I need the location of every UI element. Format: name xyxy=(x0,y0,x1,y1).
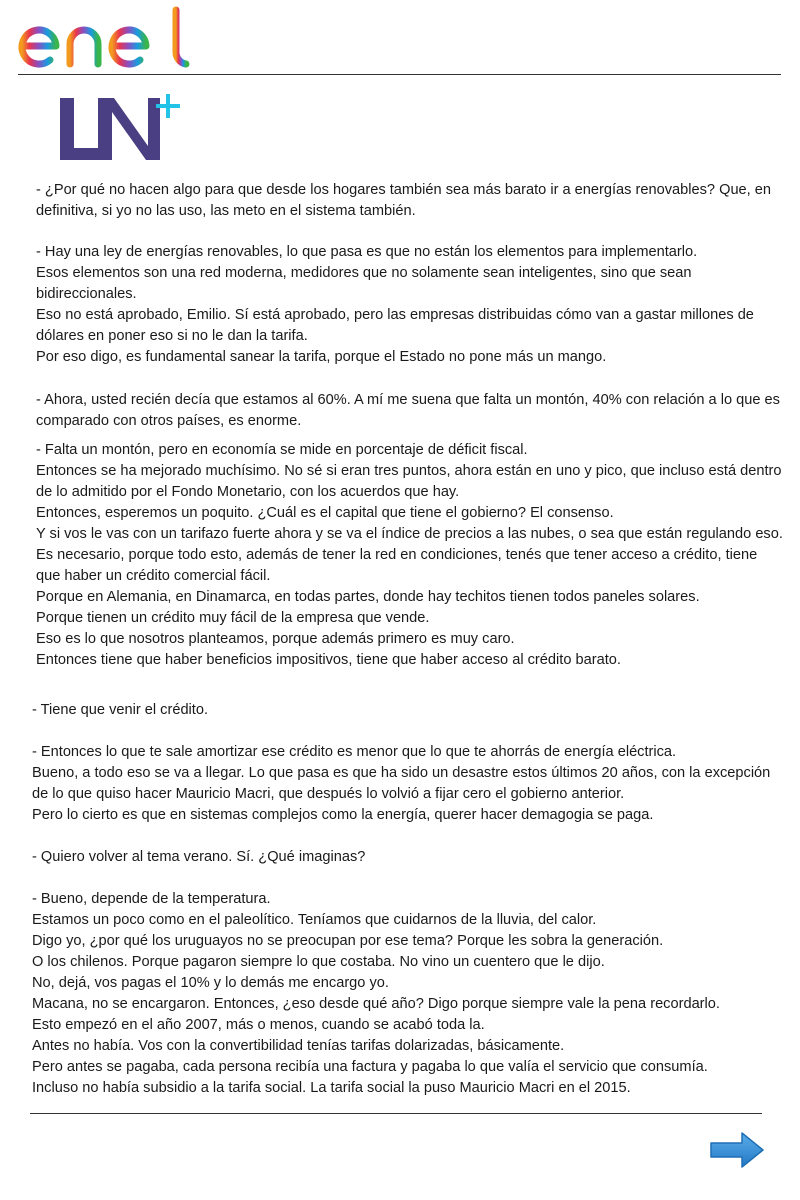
transcript-line: Incluso no había subsidio a la tarifa social. La tarifa social la puso Mauricio Macri en el 2015. xyxy=(32,1080,631,1096)
transcript-line: - Hay una ley de energías renovables, lo que pasa es que no están los elementos para implementarlo. xyxy=(36,244,698,260)
transcript-question-renewables xyxy=(36,180,784,222)
transcript-line: Porque en Alemania, en Dinamarca, en todas partes, donde hay techitos tienen todos paneles solares. xyxy=(36,589,700,605)
right-arrow-icon[interactable] xyxy=(708,1130,766,1170)
transcript-line: Entonces, esperemos un poquito. ¿Cuál es el capital que tiene el gobierno? El consenso. xyxy=(36,505,614,521)
transcript-line: Entonces se ha mejorado muchísimo. No sé si eran tres puntos, ahora están en uno y pico, que incluso está dentro de lo admitido por el Fondo Monetario, con los acuerdos que hay. xyxy=(36,463,782,500)
transcript-line: Por eso digo, es fundamental sanear la tarifa, porque el Estado no pone más un mango. xyxy=(36,349,607,365)
transcript-line: O los chilenos. Porque pagaron siempre lo que costaba. No vino un cuentero que le dijo. xyxy=(32,954,605,970)
transcript-credit-remark xyxy=(32,700,784,721)
transcript-answer-summer xyxy=(32,889,784,1099)
transcript-line: Digo yo, ¿por qué los uruguayos no se preocupan por ese tema? Porque les sobra la generación. xyxy=(32,933,664,949)
transcript-line: Entonces tiene que haber beneficios impositivos, tiene que haber acceso al crédito barato. xyxy=(36,652,621,668)
transcript-answer-credit xyxy=(32,742,784,826)
transcript-answer-renewables xyxy=(36,242,784,368)
transcript-line: Macana, no se encargaron. Entonces, ¿eso desde qué año? Digo porque siempre vale la pena recordarlo. xyxy=(32,996,720,1012)
transcript-line: Esos elementos son una red moderna, medidores que no solamente sean inteligentes, sino que sean bidireccionales. xyxy=(36,265,692,302)
transcript-line: Porque tienen un crédito muy fácil de la empresa que vende. xyxy=(36,610,430,626)
footer-divider xyxy=(30,1113,762,1114)
enel-logo xyxy=(16,4,192,72)
transcript-line: Bueno, a todo eso se va a llegar. Lo que pasa es que ha sido un desastre estos últimos 20 años, con la excepción de lo que quiso hacer Mauricio Macri, que después lo volvió a fijar cero el gobierno anterior. xyxy=(32,765,771,802)
transcript-line: - ¿Por qué no hacen algo para que desde los hogares también sea más barato ir a energías renovables? Que, en definitiva, si yo no las uso, las meto en el sistema también. xyxy=(36,182,772,219)
transcript-line: Pero antes se pagaba, cada persona recibía una factura y pagaba lo que valía el servicio que consumía. xyxy=(32,1059,708,1075)
transcript-line: - Bueno, depende de la temperatura. xyxy=(32,891,271,907)
transcript-line: - Ahora, usted recién decía que estamos al 60%. A mí me suena que falta un montón, 40% con relación a lo que es comparado con otros países, es enorme. xyxy=(36,392,780,429)
transcript-answer-deficit xyxy=(36,440,784,671)
header-divider xyxy=(18,74,781,75)
transcript-line: Pero lo cierto es que en sistemas complejos como la energía, querer hacer demagogia se paga. xyxy=(32,807,654,823)
transcript-line: No, dejá, vos pagas el 10% y lo demás me encargo yo. xyxy=(32,975,389,991)
transcript-line: - Falta un montón, pero en economía se mide en porcentaje de déficit fiscal. xyxy=(36,442,528,458)
transcript-question-percentage xyxy=(36,390,784,432)
transcript-question-summer xyxy=(32,847,784,868)
ln-plus-logo xyxy=(58,92,182,164)
transcript-line: Eso no está aprobado, Emilio. Sí está aprobado, pero las empresas distribuidas cómo van a gastar millones de dólares en poner eso si no le dan la tarifa. xyxy=(36,307,754,344)
transcript-line: Estamos un poco como en el paleolítico. Teníamos que cuidarnos de la lluvia, del calor. xyxy=(32,912,597,928)
transcript-line: - Entonces lo que te sale amortizar ese crédito es menor que lo que te ahorrás de energía eléctrica. xyxy=(32,744,677,760)
transcript-line: Antes no había. Vos con la convertibilidad tenías tarifas dolarizadas, básicamente. xyxy=(32,1038,565,1054)
transcript-line: Es necesario, porque todo esto, además de tener la red en condiciones, tenés que tener acceso a crédito, tiene que haber un crédito comercial fácil. xyxy=(36,547,758,584)
transcript-line: - Tiene que venir el crédito. xyxy=(32,702,209,718)
transcript-line: Eso es lo que nosotros planteamos, porque además primero es muy caro. xyxy=(36,631,515,647)
transcript-line: - Quiero volver al tema verano. Sí. ¿Qué imaginas? xyxy=(32,849,366,865)
transcript-line: Y si vos le vas con un tarifazo fuerte ahora y se va el índice de precios a las nubes, o sea que están regulando eso. xyxy=(36,526,783,542)
transcript-line: Esto empezó en el año 2007, más o menos, cuando se acabó toda la. xyxy=(32,1017,485,1033)
